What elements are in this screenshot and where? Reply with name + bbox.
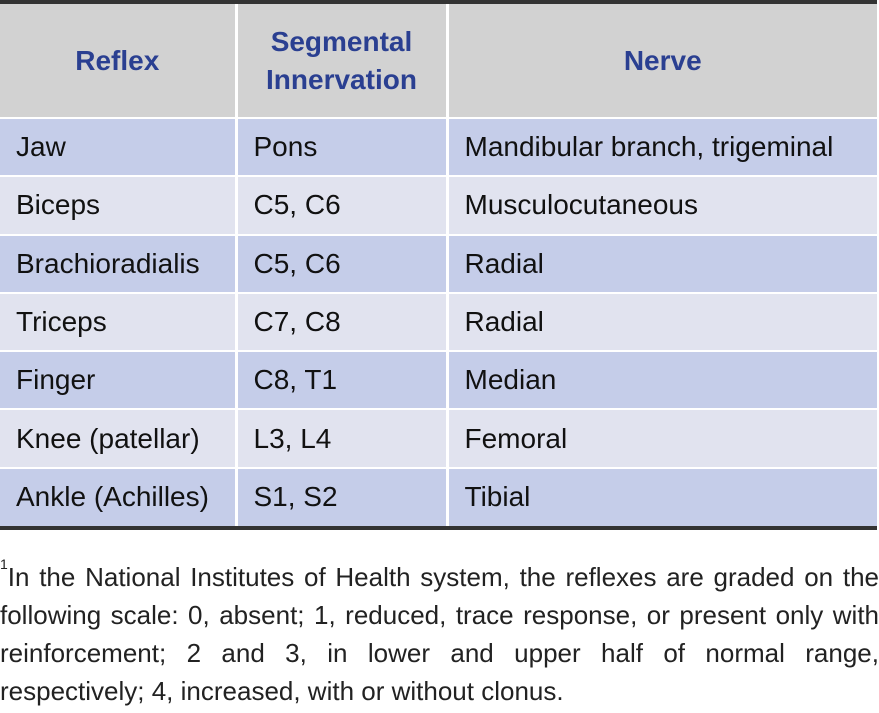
table-row xyxy=(0,409,877,467)
cell-nerve: Femoral xyxy=(447,409,877,467)
cell-segmental: C8, T1 xyxy=(236,351,447,409)
header-nerve xyxy=(447,4,877,118)
table-row xyxy=(0,235,877,293)
cell-nerve: Radial xyxy=(447,235,877,293)
cell-reflex: Ankle (Achilles) xyxy=(0,468,236,526)
footnote xyxy=(0,558,879,710)
cell-nerve: Tibial xyxy=(447,468,877,526)
header-segmental-innervation xyxy=(236,4,447,118)
cell-reflex: Finger xyxy=(0,351,236,409)
table-row xyxy=(0,293,877,351)
footnote-marker: 1 xyxy=(0,556,8,572)
header-segmental-line2: Innervation xyxy=(266,63,417,95)
cell-reflex: Jaw xyxy=(0,118,236,176)
cell-reflex: Biceps xyxy=(0,176,236,234)
header-row xyxy=(0,4,877,118)
cell-nerve: Musculocutaneous xyxy=(447,176,877,234)
cell-reflex: Knee (patellar) xyxy=(0,409,236,467)
table-row xyxy=(0,468,877,526)
footnote-text: In the National Institutes of Health system, the reflexes are graded on the following scale: 0, absent; 1, reduced, trace response, or present only with reinforcement; 2 and 3, in lower and upper half of normal range, respectively; 4, increased, with or without clonus. xyxy=(0,562,879,706)
header-nerve-label: Nerve xyxy=(623,44,702,76)
cell-reflex: Triceps xyxy=(0,293,236,351)
cell-segmental: Pons xyxy=(236,118,447,176)
cell-nerve: Median xyxy=(447,351,877,409)
table-row xyxy=(0,118,877,176)
cell-segmental: S1, S2 xyxy=(236,468,447,526)
cell-segmental: C5, C6 xyxy=(236,176,447,234)
reflex-grid xyxy=(0,4,877,526)
header-reflex-label: Reflex xyxy=(75,44,160,76)
table-row xyxy=(0,176,877,234)
cell-segmental: L3, L4 xyxy=(236,409,447,467)
cell-reflex: Brachioradialis xyxy=(0,235,236,293)
cell-nerve: Radial xyxy=(447,293,877,351)
table-row xyxy=(0,351,877,409)
cell-nerve: Mandibular branch, trigeminal xyxy=(447,118,877,176)
cell-segmental: C7, C8 xyxy=(236,293,447,351)
header-reflex xyxy=(0,4,236,118)
table-bottom-rule xyxy=(0,526,877,530)
header-segmental-line1: Segmental xyxy=(270,25,413,57)
cell-segmental: C5, C6 xyxy=(236,235,447,293)
